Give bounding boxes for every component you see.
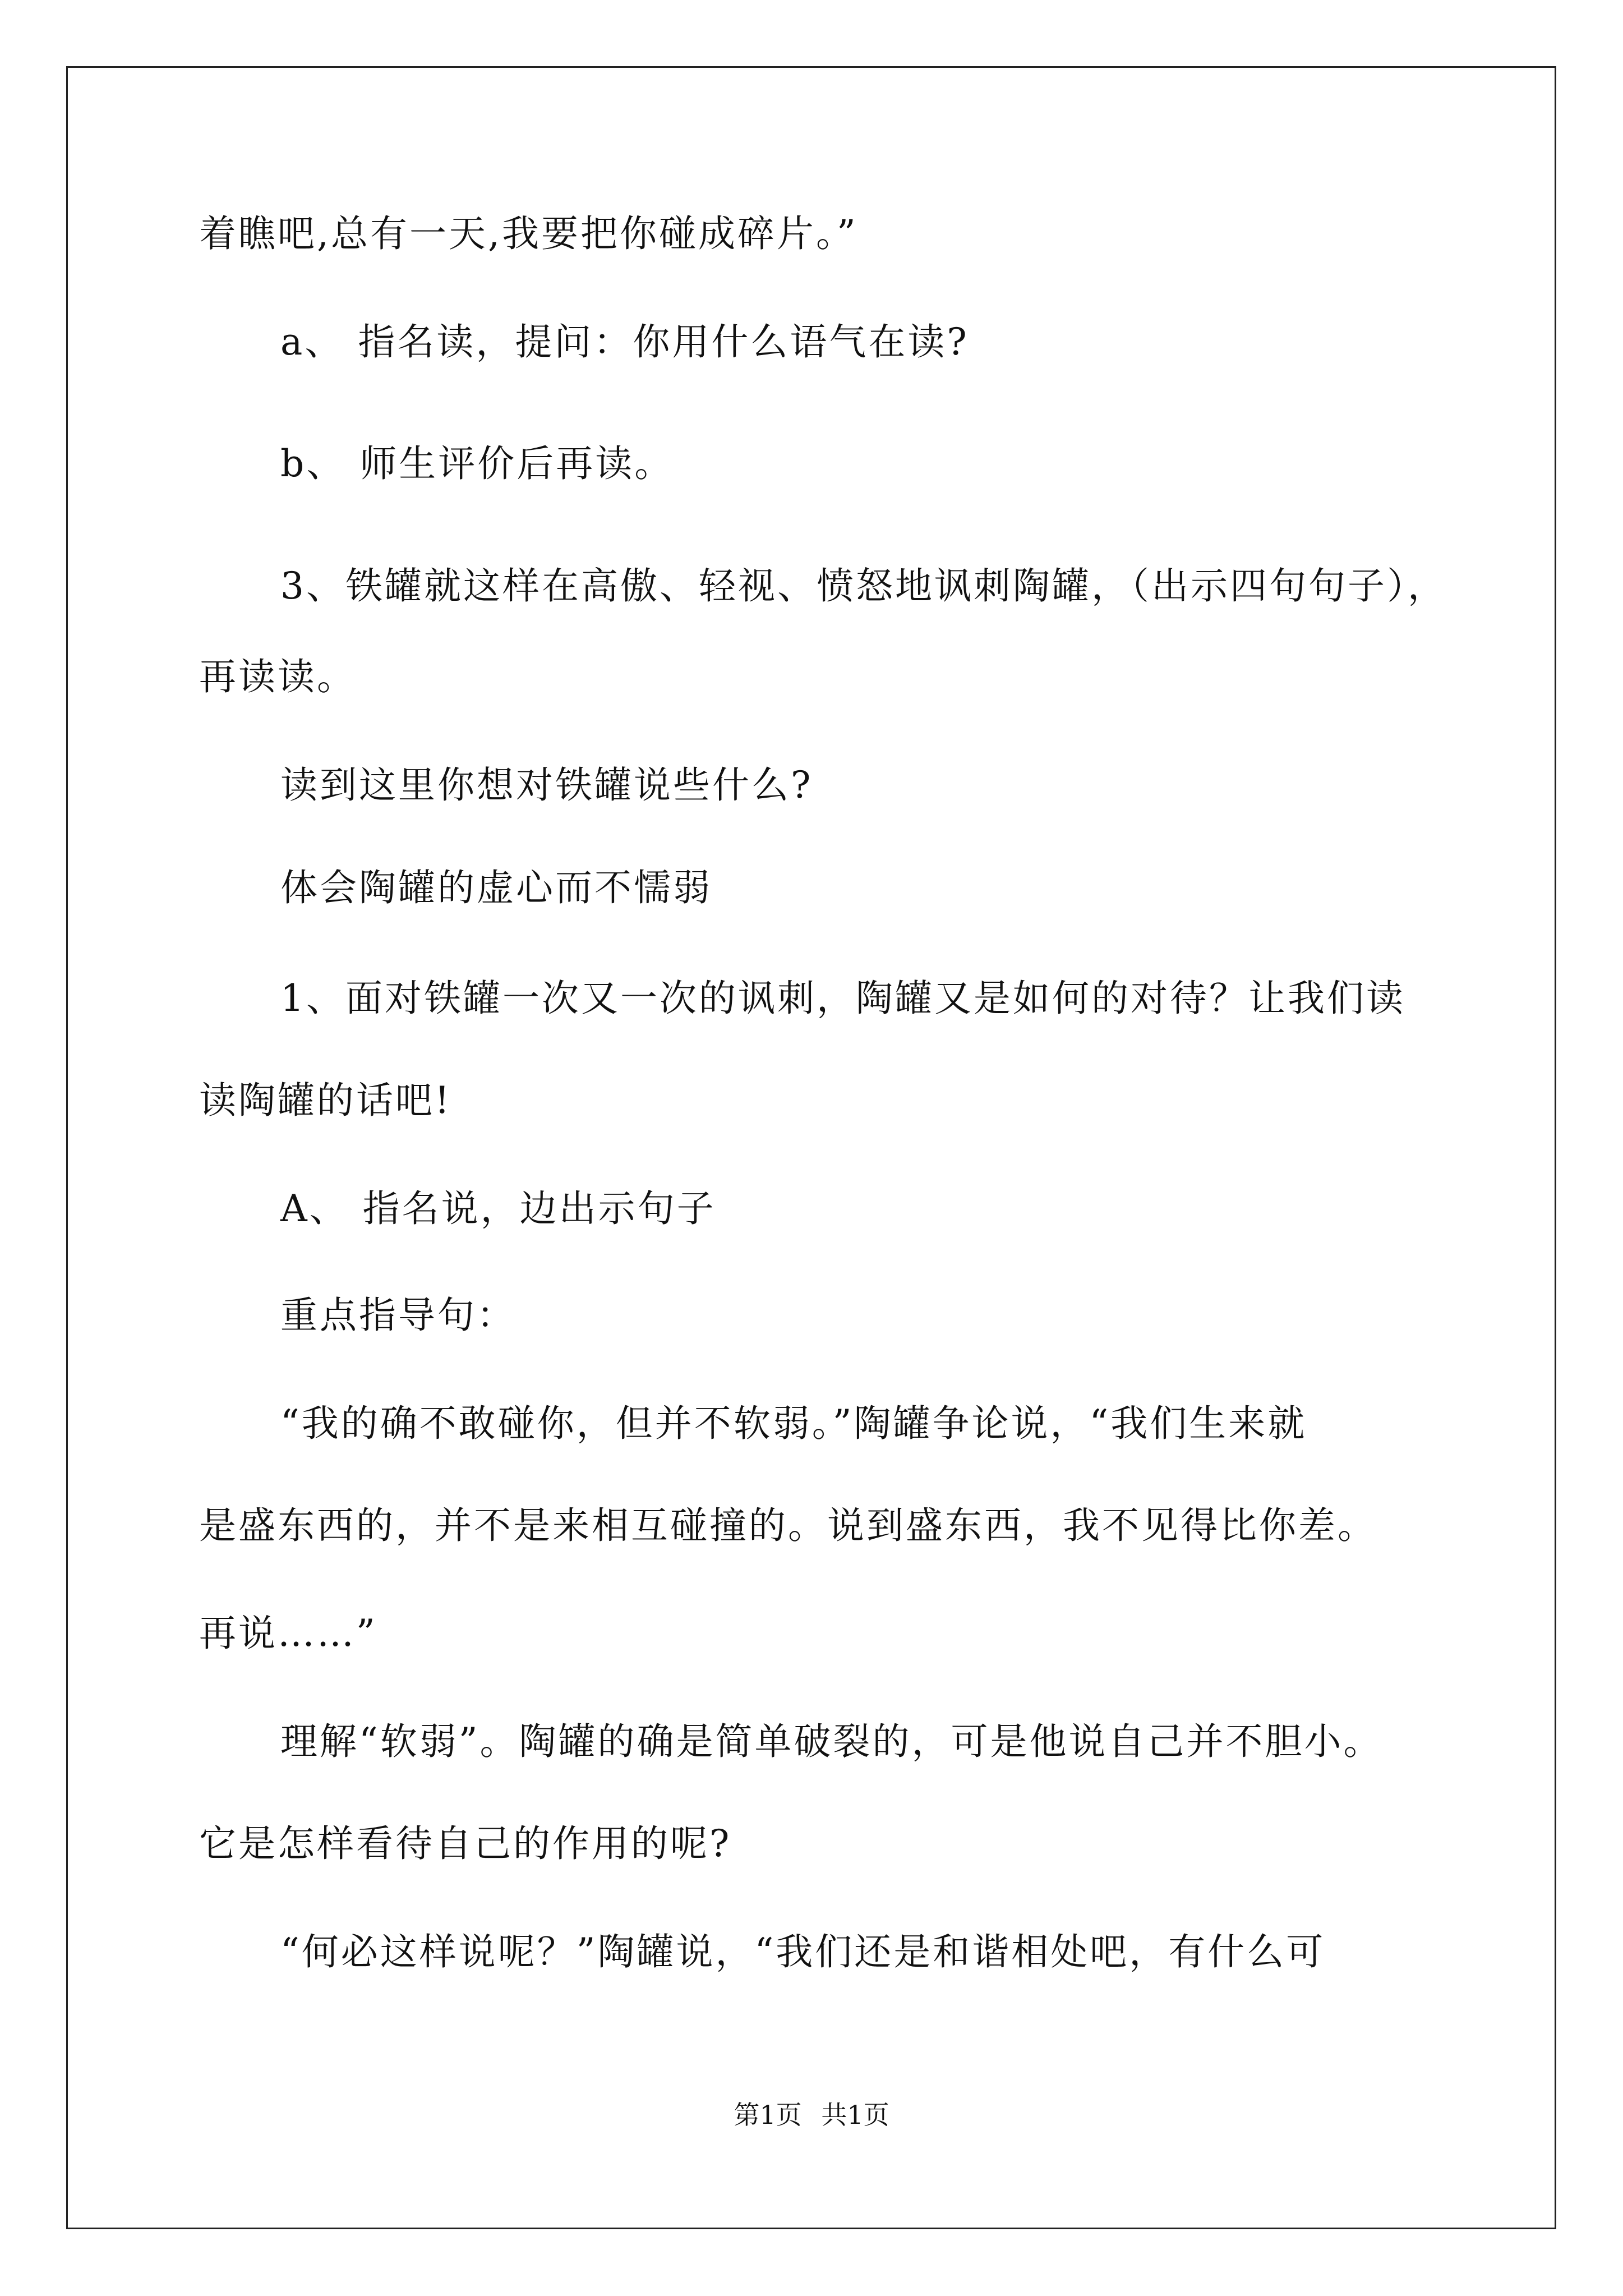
page-footer xyxy=(0,2098,1623,2132)
text-line: 着瞧吧,总有一天,我要把你碰成碎片。” xyxy=(199,212,858,255)
text-line: a、 指名读，提问：你用什么语气在读? xyxy=(280,320,969,364)
text-line: 是盛东西的，并不是来相互碰撞的。说到盛东西，我不见得比你差。 xyxy=(199,1504,1377,1547)
text-line: “何必这样说呢？”陶罐说，“我们还是和谐相处吧，有什么可 xyxy=(280,1930,1326,1973)
text-line: 理解“软弱”。陶罐的确是简单破裂的，可是他说自己并不胆小。 xyxy=(280,1720,1383,1763)
text-line: “我的确不敢碰你，但并不软弱。”陶罐争论说，“我们生来就 xyxy=(280,1402,1307,1445)
text-line: 读到这里你想对铁罐说些什么? xyxy=(280,763,813,807)
text-line: A、 指名说，边出示句子 xyxy=(280,1187,716,1230)
page-number: 第1页 xyxy=(734,2100,802,2130)
text-line: 重点指导句： xyxy=(280,1294,516,1337)
page-border xyxy=(66,66,1556,2229)
section-heading: 体会陶罐的虚心而不懦弱 xyxy=(280,866,712,909)
text-line: 3、铁罐就这样在高傲、轻视、愤怒地讽刺陶罐，（出示四句句子）， xyxy=(280,564,1447,608)
text-line: 它是怎样看待自己的作用的呢? xyxy=(199,1822,732,1865)
text-line: 读陶罐的话吧! xyxy=(199,1079,452,1122)
text-line: b、 师生评价后再读。 xyxy=(280,442,674,485)
page-total: 共1页 xyxy=(821,2100,889,2130)
text-line: 再读读。 xyxy=(199,655,356,698)
text-line: 再说……” xyxy=(199,1612,377,1655)
text-line: 1、面对铁罐一次又一次的讽刺，陶罐又是如何的对待？让我们读 xyxy=(280,977,1405,1020)
